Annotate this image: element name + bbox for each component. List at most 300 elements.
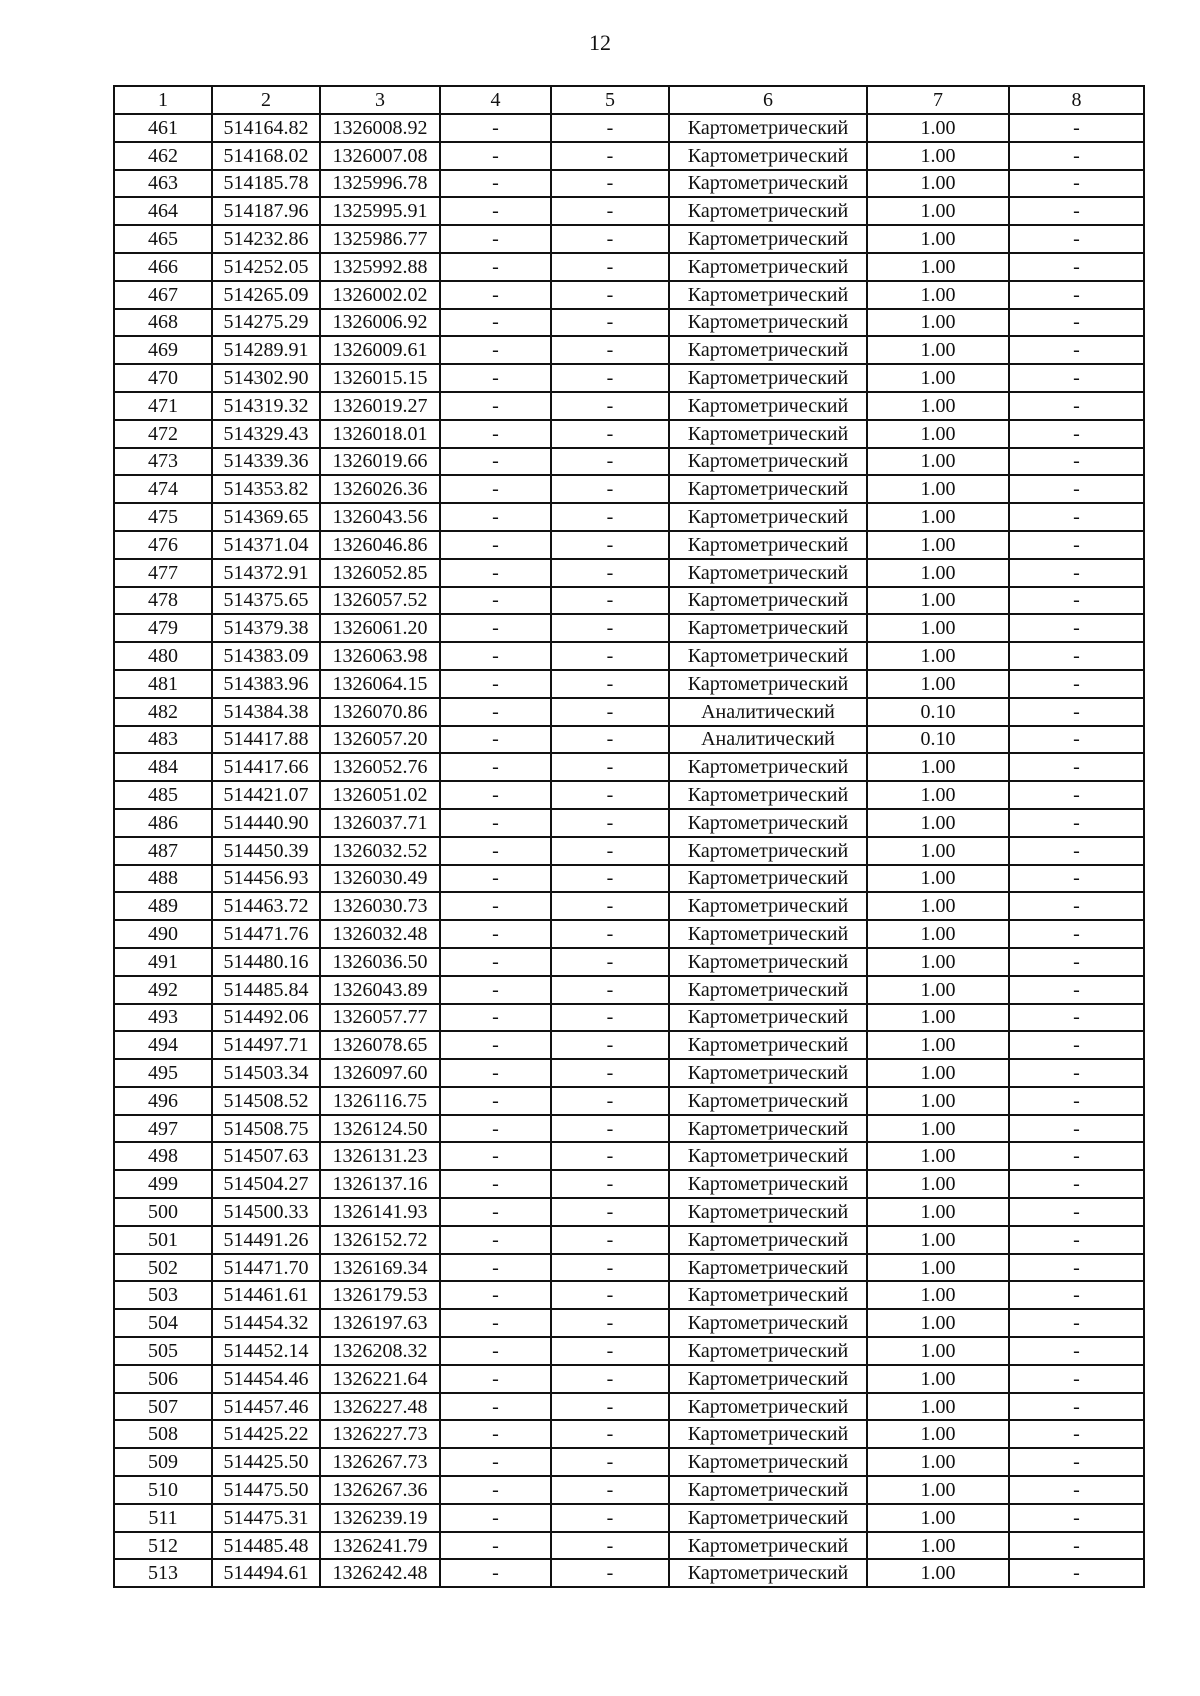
table-row bbox=[114, 892, 1144, 920]
accuracy: 1.00 bbox=[867, 281, 1009, 309]
col-4-value: - bbox=[440, 503, 551, 531]
point-number: 508 bbox=[114, 1420, 212, 1448]
point-number: 482 bbox=[114, 698, 212, 726]
accuracy: 1.00 bbox=[867, 1198, 1009, 1226]
col-8-value: - bbox=[1009, 336, 1144, 364]
method: Картометрический bbox=[669, 753, 867, 781]
coordinate-x: 514275.29 bbox=[212, 309, 320, 337]
col-5-value: - bbox=[551, 809, 669, 837]
col-8-value: - bbox=[1009, 1198, 1144, 1226]
method: Картометрический bbox=[669, 1281, 867, 1309]
coordinate-y: 1326197.63 bbox=[320, 1309, 440, 1337]
col-5-value: - bbox=[551, 1281, 669, 1309]
col-5-value: - bbox=[551, 1532, 669, 1560]
accuracy: 1.00 bbox=[867, 531, 1009, 559]
coordinate-y: 1326221.64 bbox=[320, 1365, 440, 1393]
coordinate-y: 1326018.01 bbox=[320, 420, 440, 448]
col-4-value: - bbox=[440, 1198, 551, 1226]
table-row bbox=[114, 1420, 1144, 1448]
accuracy: 1.00 bbox=[867, 1420, 1009, 1448]
col-8-value: - bbox=[1009, 1031, 1144, 1059]
coordinate-x: 514497.71 bbox=[212, 1031, 320, 1059]
col-4-value: - bbox=[440, 142, 551, 170]
coordinate-y: 1326064.15 bbox=[320, 670, 440, 698]
point-number: 484 bbox=[114, 753, 212, 781]
coordinate-x: 514379.38 bbox=[212, 614, 320, 642]
col-5-value: - bbox=[551, 1115, 669, 1143]
coordinate-y: 1326137.16 bbox=[320, 1170, 440, 1198]
table-row bbox=[114, 1198, 1144, 1226]
accuracy: 0.10 bbox=[867, 726, 1009, 754]
method: Картометрический bbox=[669, 892, 867, 920]
table-row bbox=[114, 1448, 1144, 1476]
method: Картометрический bbox=[669, 1226, 867, 1254]
col-8-value: - bbox=[1009, 170, 1144, 198]
coordinate-y: 1325986.77 bbox=[320, 225, 440, 253]
coordinate-y: 1325992.88 bbox=[320, 253, 440, 281]
method: Картометрический bbox=[669, 197, 867, 225]
coordinate-x: 514456.93 bbox=[212, 865, 320, 893]
col-4-value: - bbox=[440, 976, 551, 1004]
col-5-value: - bbox=[551, 948, 669, 976]
accuracy: 1.00 bbox=[867, 225, 1009, 253]
col-5-value: - bbox=[551, 1254, 669, 1282]
col-4-value: - bbox=[440, 1448, 551, 1476]
col-5-value: - bbox=[551, 1031, 669, 1059]
table-row bbox=[114, 1532, 1144, 1560]
col-4-value: - bbox=[440, 1142, 551, 1170]
col-5-value: - bbox=[551, 309, 669, 337]
col-4-value: - bbox=[440, 1337, 551, 1365]
method: Картометрический bbox=[669, 170, 867, 198]
col-8-value: - bbox=[1009, 1559, 1144, 1587]
col-4-value: - bbox=[440, 1393, 551, 1421]
table-row bbox=[114, 614, 1144, 642]
col-4-value: - bbox=[440, 698, 551, 726]
coordinate-x: 514454.32 bbox=[212, 1309, 320, 1337]
coordinate-y: 1326057.77 bbox=[320, 1004, 440, 1032]
table-header-row bbox=[114, 86, 1144, 114]
coordinate-x: 514187.96 bbox=[212, 197, 320, 225]
method: Картометрический bbox=[669, 809, 867, 837]
col-8-value: - bbox=[1009, 1476, 1144, 1504]
col-8-value: - bbox=[1009, 503, 1144, 531]
point-number: 479 bbox=[114, 614, 212, 642]
table-row bbox=[114, 698, 1144, 726]
col-8-value: - bbox=[1009, 559, 1144, 587]
point-number: 487 bbox=[114, 837, 212, 865]
point-number: 498 bbox=[114, 1142, 212, 1170]
method: Картометрический bbox=[669, 225, 867, 253]
coordinate-x: 514425.22 bbox=[212, 1420, 320, 1448]
method: Картометрический bbox=[669, 1476, 867, 1504]
col-8-value: - bbox=[1009, 837, 1144, 865]
point-number: 468 bbox=[114, 309, 212, 337]
accuracy: 1.00 bbox=[867, 364, 1009, 392]
col-5-value: - bbox=[551, 1142, 669, 1170]
col-8-value: - bbox=[1009, 1004, 1144, 1032]
coordinate-y: 1326046.86 bbox=[320, 531, 440, 559]
col-4-value: - bbox=[440, 1504, 551, 1532]
col-8-value: - bbox=[1009, 781, 1144, 809]
col-8-value: - bbox=[1009, 531, 1144, 559]
col-8-value: - bbox=[1009, 225, 1144, 253]
table-row bbox=[114, 281, 1144, 309]
accuracy: 1.00 bbox=[867, 1281, 1009, 1309]
coordinate-y: 1325995.91 bbox=[320, 197, 440, 225]
col-8-value: - bbox=[1009, 726, 1144, 754]
col-4-value: - bbox=[440, 114, 551, 142]
coordinate-y: 1326227.73 bbox=[320, 1420, 440, 1448]
col-5-value: - bbox=[551, 448, 669, 476]
method: Картометрический bbox=[669, 531, 867, 559]
point-number: 506 bbox=[114, 1365, 212, 1393]
col-8-value: - bbox=[1009, 1504, 1144, 1532]
table-row bbox=[114, 1254, 1144, 1282]
method: Картометрический bbox=[669, 336, 867, 364]
accuracy: 1.00 bbox=[867, 865, 1009, 893]
coordinate-y: 1326006.92 bbox=[320, 309, 440, 337]
point-number: 491 bbox=[114, 948, 212, 976]
table-row bbox=[114, 1031, 1144, 1059]
table-row bbox=[114, 1504, 1144, 1532]
col-8-value: - bbox=[1009, 1337, 1144, 1365]
coordinate-x: 514504.27 bbox=[212, 1170, 320, 1198]
table-row bbox=[114, 1170, 1144, 1198]
table-row bbox=[114, 726, 1144, 754]
col-8-value: - bbox=[1009, 920, 1144, 948]
accuracy: 1.00 bbox=[867, 1059, 1009, 1087]
coordinate-y: 1326242.48 bbox=[320, 1559, 440, 1587]
coordinate-x: 514369.65 bbox=[212, 503, 320, 531]
col-8-value: - bbox=[1009, 1226, 1144, 1254]
coordinate-y: 1326051.02 bbox=[320, 781, 440, 809]
column-header-1: 1 bbox=[114, 86, 212, 114]
coordinate-y: 1326124.50 bbox=[320, 1115, 440, 1143]
col-8-value: - bbox=[1009, 587, 1144, 615]
coordinate-y: 1326043.89 bbox=[320, 976, 440, 1004]
col-4-value: - bbox=[440, 1309, 551, 1337]
coordinate-x: 514371.04 bbox=[212, 531, 320, 559]
table-row bbox=[114, 1004, 1144, 1032]
col-5-value: - bbox=[551, 197, 669, 225]
coordinate-y: 1326030.49 bbox=[320, 865, 440, 893]
method: Аналитический bbox=[669, 698, 867, 726]
col-8-value: - bbox=[1009, 698, 1144, 726]
table-row bbox=[114, 448, 1144, 476]
col-4-value: - bbox=[440, 670, 551, 698]
col-8-value: - bbox=[1009, 1170, 1144, 1198]
point-number: 475 bbox=[114, 503, 212, 531]
method: Картометрический bbox=[669, 1059, 867, 1087]
coordinate-y: 1326227.48 bbox=[320, 1393, 440, 1421]
col-5-value: - bbox=[551, 1365, 669, 1393]
table-row bbox=[114, 1226, 1144, 1254]
accuracy: 1.00 bbox=[867, 1309, 1009, 1337]
coordinate-y: 1326015.15 bbox=[320, 364, 440, 392]
coordinate-x: 514475.31 bbox=[212, 1504, 320, 1532]
point-number: 467 bbox=[114, 281, 212, 309]
coordinate-x: 514454.46 bbox=[212, 1365, 320, 1393]
table-row bbox=[114, 670, 1144, 698]
col-5-value: - bbox=[551, 1448, 669, 1476]
col-5-value: - bbox=[551, 976, 669, 1004]
col-5-value: - bbox=[551, 1420, 669, 1448]
col-4-value: - bbox=[440, 892, 551, 920]
accuracy: 1.00 bbox=[867, 559, 1009, 587]
coordinate-y: 1326241.79 bbox=[320, 1532, 440, 1560]
accuracy: 1.00 bbox=[867, 587, 1009, 615]
coordinate-y: 1326002.02 bbox=[320, 281, 440, 309]
coordinate-y: 1326070.86 bbox=[320, 698, 440, 726]
point-number: 480 bbox=[114, 642, 212, 670]
coordinate-x: 514417.88 bbox=[212, 726, 320, 754]
point-number: 509 bbox=[114, 1448, 212, 1476]
col-5-value: - bbox=[551, 559, 669, 587]
col-8-value: - bbox=[1009, 142, 1144, 170]
accuracy: 1.00 bbox=[867, 170, 1009, 198]
point-number: 481 bbox=[114, 670, 212, 698]
col-5-value: - bbox=[551, 1087, 669, 1115]
point-number: 464 bbox=[114, 197, 212, 225]
coordinate-x: 514232.86 bbox=[212, 225, 320, 253]
method: Картометрический bbox=[669, 1559, 867, 1587]
point-number: 500 bbox=[114, 1198, 212, 1226]
col-8-value: - bbox=[1009, 420, 1144, 448]
coordinate-y: 1326032.52 bbox=[320, 837, 440, 865]
col-5-value: - bbox=[551, 1004, 669, 1032]
table-row bbox=[114, 253, 1144, 281]
coordinate-x: 514383.96 bbox=[212, 670, 320, 698]
coordinate-x: 514480.16 bbox=[212, 948, 320, 976]
table-row bbox=[114, 392, 1144, 420]
method: Картометрический bbox=[669, 837, 867, 865]
accuracy: 1.00 bbox=[867, 1393, 1009, 1421]
accuracy: 1.00 bbox=[867, 1115, 1009, 1143]
accuracy: 1.00 bbox=[867, 336, 1009, 364]
coordinate-y: 1326208.32 bbox=[320, 1337, 440, 1365]
point-number: 507 bbox=[114, 1393, 212, 1421]
accuracy: 1.00 bbox=[867, 1254, 1009, 1282]
method: Картометрический bbox=[669, 559, 867, 587]
col-5-value: - bbox=[551, 253, 669, 281]
col-5-value: - bbox=[551, 1393, 669, 1421]
method: Картометрический bbox=[669, 948, 867, 976]
col-5-value: - bbox=[551, 281, 669, 309]
col-4-value: - bbox=[440, 1365, 551, 1393]
table-row bbox=[114, 1393, 1144, 1421]
accuracy: 1.00 bbox=[867, 448, 1009, 476]
col-8-value: - bbox=[1009, 281, 1144, 309]
col-8-value: - bbox=[1009, 1365, 1144, 1393]
accuracy: 1.00 bbox=[867, 503, 1009, 531]
col-4-value: - bbox=[440, 948, 551, 976]
col-4-value: - bbox=[440, 475, 551, 503]
col-5-value: - bbox=[551, 142, 669, 170]
table-row bbox=[114, 309, 1144, 337]
page-number: 12 bbox=[589, 30, 611, 55]
point-number: 489 bbox=[114, 892, 212, 920]
col-8-value: - bbox=[1009, 448, 1144, 476]
coordinate-y: 1326152.72 bbox=[320, 1226, 440, 1254]
coordinate-x: 514457.46 bbox=[212, 1393, 320, 1421]
coordinate-x: 514265.09 bbox=[212, 281, 320, 309]
col-4-value: - bbox=[440, 1532, 551, 1560]
coordinate-x: 514339.36 bbox=[212, 448, 320, 476]
method: Картометрический bbox=[669, 392, 867, 420]
coordinate-y: 1326037.71 bbox=[320, 809, 440, 837]
coordinate-x: 514491.26 bbox=[212, 1226, 320, 1254]
col-4-value: - bbox=[440, 642, 551, 670]
col-5-value: - bbox=[551, 698, 669, 726]
coordinate-x: 514471.70 bbox=[212, 1254, 320, 1282]
point-number: 512 bbox=[114, 1532, 212, 1560]
accuracy: 1.00 bbox=[867, 781, 1009, 809]
col-5-value: - bbox=[551, 1198, 669, 1226]
col-8-value: - bbox=[1009, 948, 1144, 976]
point-number: 490 bbox=[114, 920, 212, 948]
table-row bbox=[114, 559, 1144, 587]
accuracy: 1.00 bbox=[867, 142, 1009, 170]
col-5-value: - bbox=[551, 670, 669, 698]
coordinate-y: 1326179.53 bbox=[320, 1281, 440, 1309]
coordinate-y: 1326036.50 bbox=[320, 948, 440, 976]
col-4-value: - bbox=[440, 1031, 551, 1059]
method: Картометрический bbox=[669, 420, 867, 448]
table-row bbox=[114, 948, 1144, 976]
table-row bbox=[114, 1476, 1144, 1504]
col-4-value: - bbox=[440, 1226, 551, 1254]
col-5-value: - bbox=[551, 1476, 669, 1504]
coordinate-x: 514471.76 bbox=[212, 920, 320, 948]
col-4-value: - bbox=[440, 753, 551, 781]
col-8-value: - bbox=[1009, 1115, 1144, 1143]
table-row bbox=[114, 336, 1144, 364]
coordinate-x: 514500.33 bbox=[212, 1198, 320, 1226]
table-row bbox=[114, 809, 1144, 837]
col-4-value: - bbox=[440, 281, 551, 309]
accuracy: 1.00 bbox=[867, 1031, 1009, 1059]
table-row bbox=[114, 753, 1144, 781]
coordinate-x: 514503.34 bbox=[212, 1059, 320, 1087]
point-number: 502 bbox=[114, 1254, 212, 1282]
method: Картометрический bbox=[669, 503, 867, 531]
coordinate-y: 1326019.66 bbox=[320, 448, 440, 476]
table-row bbox=[114, 420, 1144, 448]
column-header-8: 8 bbox=[1009, 86, 1144, 114]
point-number: 469 bbox=[114, 336, 212, 364]
accuracy: 1.00 bbox=[867, 809, 1009, 837]
point-number: 477 bbox=[114, 559, 212, 587]
accuracy: 1.00 bbox=[867, 670, 1009, 698]
accuracy: 1.00 bbox=[867, 614, 1009, 642]
col-8-value: - bbox=[1009, 670, 1144, 698]
method: Картометрический bbox=[669, 920, 867, 948]
col-5-value: - bbox=[551, 1226, 669, 1254]
table-row bbox=[114, 142, 1144, 170]
col-5-value: - bbox=[551, 1559, 669, 1587]
point-number: 511 bbox=[114, 1504, 212, 1532]
table-row bbox=[114, 1309, 1144, 1337]
col-4-value: - bbox=[440, 420, 551, 448]
coordinate-y: 1326063.98 bbox=[320, 642, 440, 670]
col-4-value: - bbox=[440, 920, 551, 948]
col-5-value: - bbox=[551, 114, 669, 142]
column-header-6: 6 bbox=[669, 86, 867, 114]
coordinate-x: 514302.90 bbox=[212, 364, 320, 392]
accuracy: 1.00 bbox=[867, 976, 1009, 1004]
col-4-value: - bbox=[440, 1254, 551, 1282]
coordinate-y: 1326267.36 bbox=[320, 1476, 440, 1504]
point-number: 504 bbox=[114, 1309, 212, 1337]
coordinate-x: 514485.48 bbox=[212, 1532, 320, 1560]
col-8-value: - bbox=[1009, 197, 1144, 225]
col-5-value: - bbox=[551, 920, 669, 948]
coordinate-y: 1326097.60 bbox=[320, 1059, 440, 1087]
method: Картометрический bbox=[669, 364, 867, 392]
coordinate-y: 1326141.93 bbox=[320, 1198, 440, 1226]
column-header-5: 5 bbox=[551, 86, 669, 114]
method: Картометрический bbox=[669, 1142, 867, 1170]
method: Картометрический bbox=[669, 475, 867, 503]
coordinate-x: 514383.09 bbox=[212, 642, 320, 670]
coordinate-y: 1326052.76 bbox=[320, 753, 440, 781]
col-8-value: - bbox=[1009, 1309, 1144, 1337]
method: Картометрический bbox=[669, 1309, 867, 1337]
col-5-value: - bbox=[551, 614, 669, 642]
point-number: 476 bbox=[114, 531, 212, 559]
col-8-value: - bbox=[1009, 1087, 1144, 1115]
method: Картометрический bbox=[669, 1170, 867, 1198]
col-4-value: - bbox=[440, 225, 551, 253]
col-8-value: - bbox=[1009, 1420, 1144, 1448]
method: Картометрический bbox=[669, 1115, 867, 1143]
point-number: 513 bbox=[114, 1559, 212, 1587]
method: Картометрический bbox=[669, 1337, 867, 1365]
point-number: 503 bbox=[114, 1281, 212, 1309]
col-4-value: - bbox=[440, 1059, 551, 1087]
col-5-value: - bbox=[551, 1504, 669, 1532]
coordinate-y: 1326057.20 bbox=[320, 726, 440, 754]
coordinate-y: 1326009.61 bbox=[320, 336, 440, 364]
coordinate-x: 514508.75 bbox=[212, 1115, 320, 1143]
coordinate-y: 1325996.78 bbox=[320, 170, 440, 198]
table-row bbox=[114, 837, 1144, 865]
coordinate-y: 1326061.20 bbox=[320, 614, 440, 642]
table-row bbox=[114, 587, 1144, 615]
col-8-value: - bbox=[1009, 309, 1144, 337]
coordinate-x: 514452.14 bbox=[212, 1337, 320, 1365]
table-row bbox=[114, 781, 1144, 809]
accuracy: 1.00 bbox=[867, 1170, 1009, 1198]
col-4-value: - bbox=[440, 364, 551, 392]
method: Картометрический bbox=[669, 1087, 867, 1115]
method: Картометрический bbox=[669, 1393, 867, 1421]
method: Картометрический bbox=[669, 309, 867, 337]
col-8-value: - bbox=[1009, 1142, 1144, 1170]
col-8-value: - bbox=[1009, 892, 1144, 920]
coordinate-y: 1326239.19 bbox=[320, 1504, 440, 1532]
col-5-value: - bbox=[551, 1309, 669, 1337]
accuracy: 1.00 bbox=[867, 392, 1009, 420]
col-8-value: - bbox=[1009, 114, 1144, 142]
point-number: 494 bbox=[114, 1031, 212, 1059]
col-5-value: - bbox=[551, 392, 669, 420]
table-row bbox=[114, 170, 1144, 198]
coordinate-x: 514252.05 bbox=[212, 253, 320, 281]
table-row bbox=[114, 642, 1144, 670]
col-4-value: - bbox=[440, 253, 551, 281]
